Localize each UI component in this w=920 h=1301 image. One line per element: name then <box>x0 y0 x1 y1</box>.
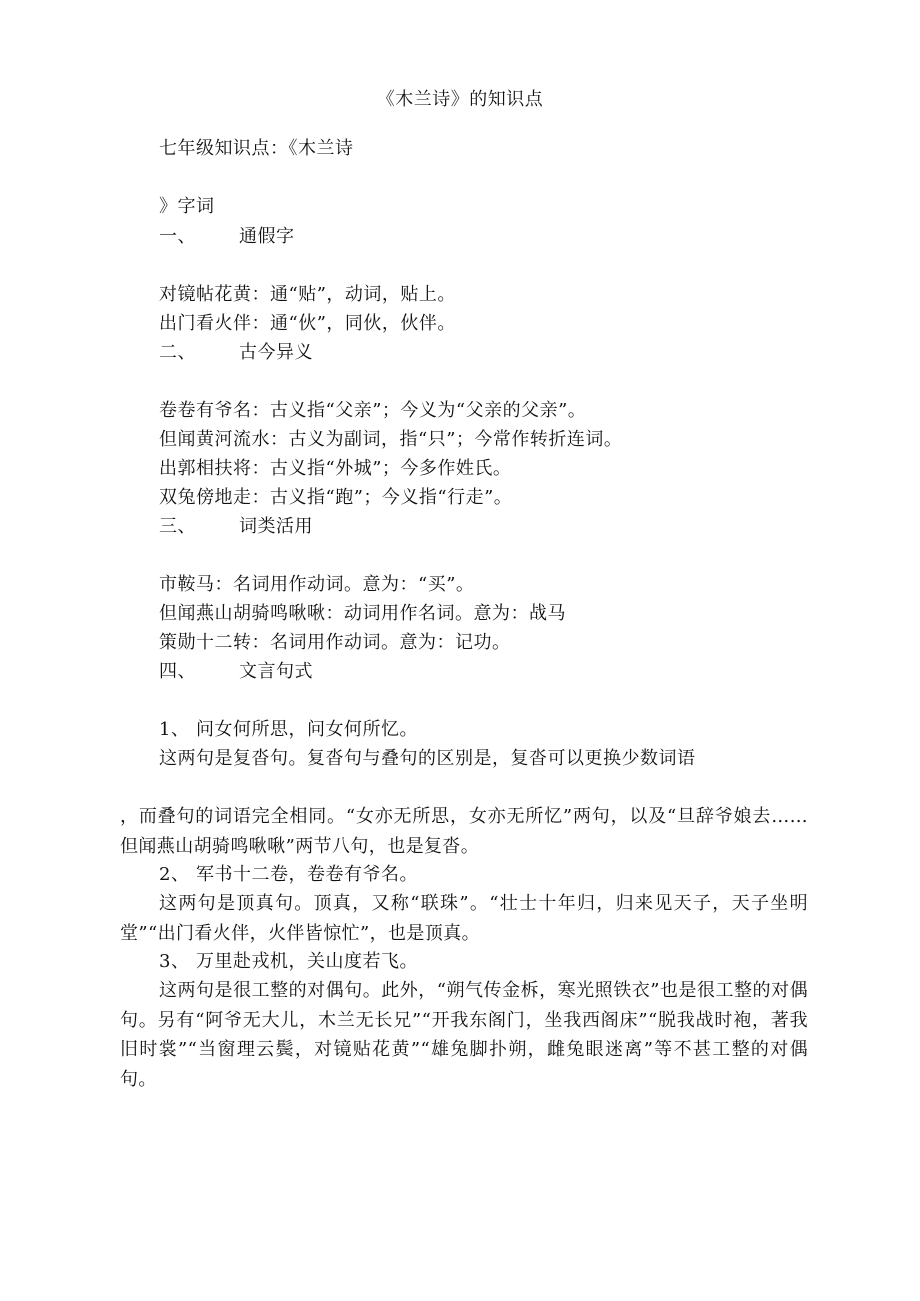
entry: 出郭相扶将：古义指“外城”；今多作姓氏。 <box>159 458 512 479</box>
sentence-item-3 <box>159 951 418 973</box>
entry: 双兔傍地走：古义指“跑”；今义指“行走”。 <box>159 487 513 508</box>
section-title: 古今异义 <box>239 342 313 363</box>
item-number: 2、 <box>159 864 190 885</box>
section-number: 二、 <box>159 342 196 363</box>
item-number: 3、 <box>159 951 190 972</box>
entry: 但闻黄河流水：古义为副词，指“只”；今常作转折连词。 <box>159 429 623 450</box>
item-explanation-line: 这两句是复沓句。复沓句与叠句的区别是，复沓可以更换少数词语 <box>159 748 696 769</box>
intro-line-1: 七年级知识点：《木兰诗 <box>159 138 354 159</box>
section-number: 一、 <box>159 226 196 247</box>
sentence-item-1 <box>159 719 418 741</box>
item-explanation-continued: ，而叠句的词语完全相同。“女亦无所思，女亦无所忆”两句，以及“旦辞爷娘去……但闻燕山胡骑鸣啾啾”两节八句，也是复沓。 <box>120 806 808 857</box>
section-number: 四、 <box>159 661 196 682</box>
section-title: 通假字 <box>239 226 295 247</box>
section-heading-1 <box>159 226 295 248</box>
section-number: 三、 <box>159 516 196 537</box>
entry: 出门看火伴：通“伙”，同伙，伙伴。 <box>159 313 456 334</box>
item-number: 1、 <box>159 719 190 740</box>
item-sentence: 万里赴戎机，关山度若飞。 <box>196 951 418 972</box>
entry: 对镜帖花黄：通“贴”，动词，贴上。 <box>159 284 456 305</box>
entry: 市鞍马：名词用作动词。意为：“买”。 <box>159 574 475 595</box>
item-explanation: 这两句是顶真句。顶真，又称“联珠”。“壮士十年归，归来见天子，天子坐明堂”“出门看火伴，火伴皆惊忙”，也是顶真。 <box>120 893 808 944</box>
section-title: 文言句式 <box>239 661 313 682</box>
section-heading-4 <box>159 661 313 683</box>
entry: 但闻燕山胡骑鸣啾啾：动词用作名词。意为：战马 <box>159 603 566 624</box>
entry: 策勋十二转：名词用作动词。意为：记功。 <box>159 632 511 653</box>
item-explanation: 这两句是很工整的对偶句。此外，“朔气传金柝，寒光照铁衣”也是很工整的对偶句。另有“阿爷无大儿，木兰无长兄”“开我东阁门，坐我西阁床”“脱我战时袍，著我旧时裳”“当窗理云鬓，对镜贴花黄”“雄兔脚扑朔，雌兔眼迷离”等不甚工整的对偶句。 <box>120 980 808 1091</box>
section-title: 词类活用 <box>239 516 313 537</box>
item-sentence: 问女何所思，问女何所忆。 <box>196 719 418 740</box>
entry: 卷卷有爷名：古义指“父亲”；今义为“父亲的父亲”。 <box>159 400 587 421</box>
item-sentence: 军书十二卷，卷卷有爷名。 <box>196 864 418 885</box>
section-heading-3 <box>159 516 313 538</box>
intro-line-2: 》字词 <box>159 196 215 217</box>
sentence-item-2 <box>159 864 418 886</box>
section-heading-2 <box>159 342 313 364</box>
document-title: 《木兰诗》的知识点 <box>376 89 544 110</box>
